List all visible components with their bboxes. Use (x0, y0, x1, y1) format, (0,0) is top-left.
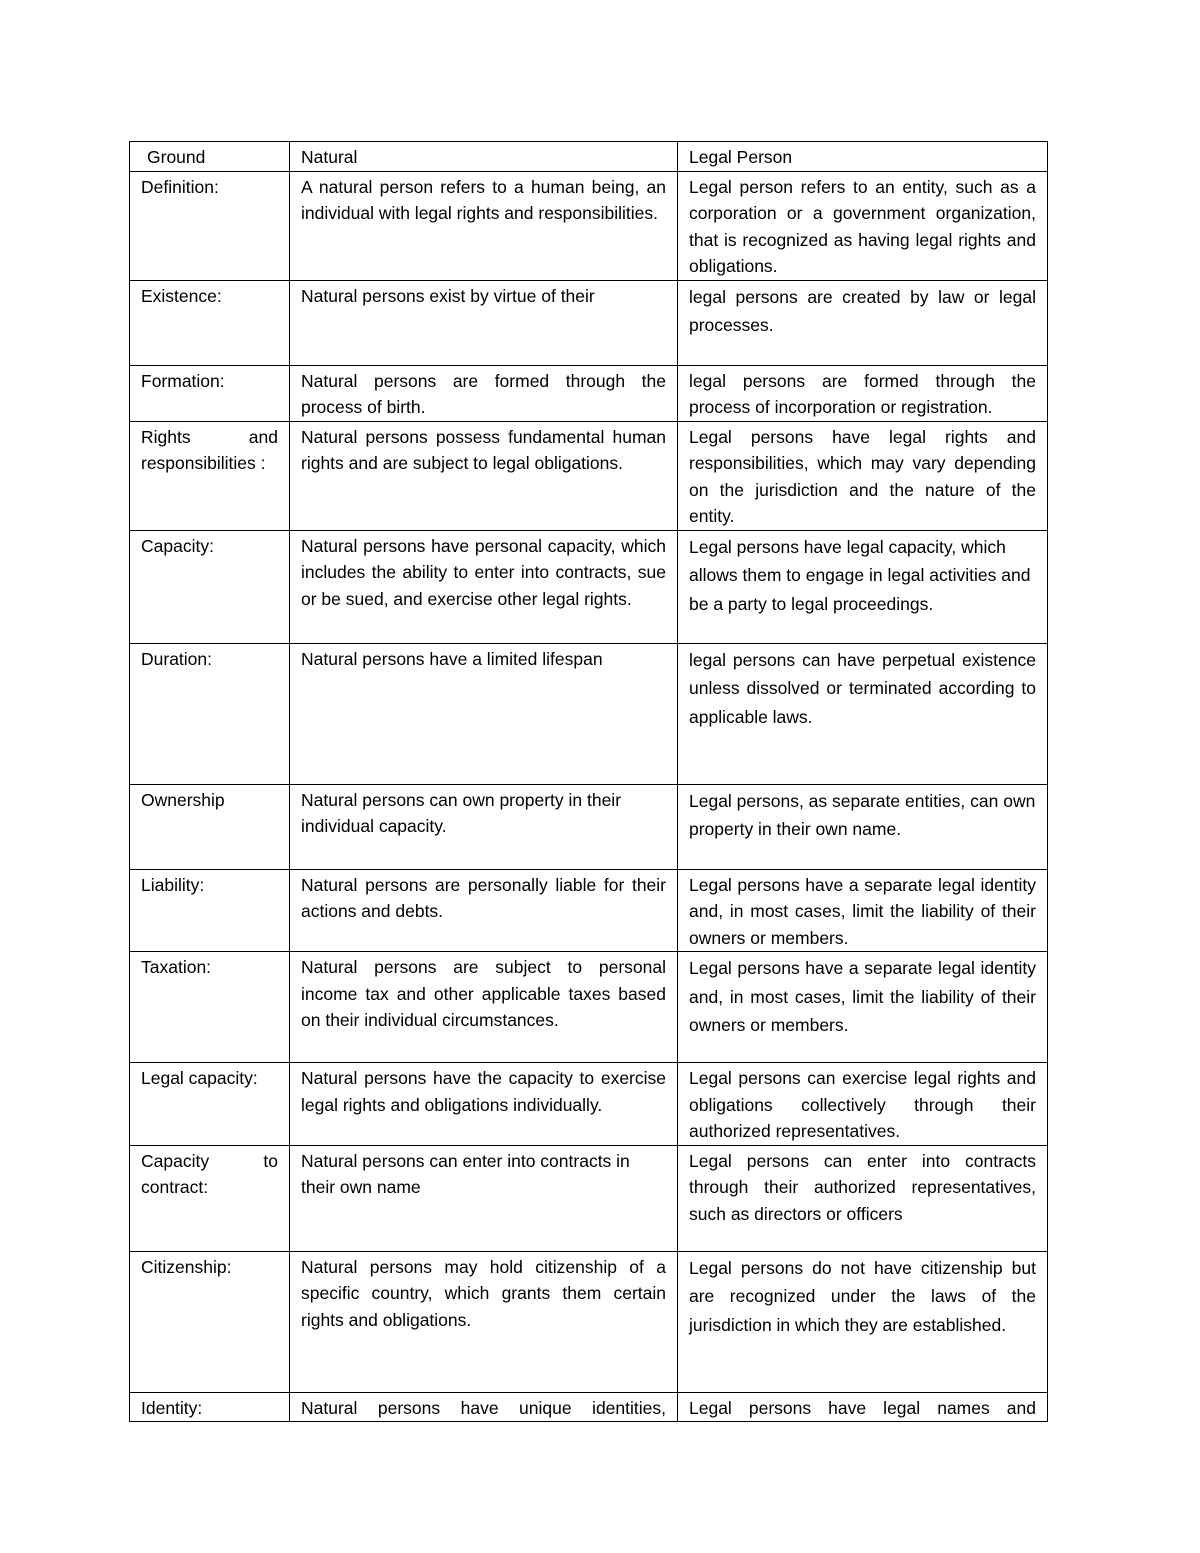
natural-cell: Natural persons are subject to personal income tax and other applicable taxes based on their individual circumstances. (290, 952, 678, 1063)
table-row (130, 784, 1048, 869)
natural-cell: Natural persons possess fundamental human rights and are subject to legal obligations. (290, 421, 678, 530)
ground-cell: Duration: (130, 643, 290, 784)
ground-cell: Capacity to contract: (130, 1145, 290, 1251)
header-legal-person: Legal Person (678, 142, 1048, 172)
table-row (130, 365, 1048, 421)
natural-cell: Natural persons can own property in their individual capacity. (290, 784, 678, 869)
legal-cell: legal persons are formed through the process of incorporation or registration. (678, 365, 1048, 421)
natural-cell: Natural persons have the capacity to exercise legal rights and obligations individually. (290, 1063, 678, 1146)
ground-cell: Legal capacity: (130, 1063, 290, 1146)
natural-cell: Natural persons have unique identities, (290, 1392, 678, 1422)
natural-cell: Natural persons are formed through the process of birth. (290, 365, 678, 421)
legal-cell: Legal persons have legal names and (678, 1392, 1048, 1422)
table-row (130, 1063, 1048, 1146)
table-row (130, 869, 1048, 952)
natural-cell: Natural persons are personally liable for their actions and debts. (290, 869, 678, 952)
ground-cell: Rights and responsibilities : (130, 421, 290, 530)
legal-cell: Legal persons have legal capacity, which allows them to engage in legal activities and be a party to legal proceedings. (678, 530, 1048, 643)
ground-cell: Liability: (130, 869, 290, 952)
natural-cell: Natural persons have a limited lifespan (290, 643, 678, 784)
table-row (130, 1392, 1048, 1422)
legal-cell: Legal persons do not have citizenship but are recognized under the laws of the jurisdiction in which they are established. (678, 1251, 1048, 1392)
legal-cell: Legal persons have a separate legal identity and, in most cases, limit the liability of their owners or members. (678, 869, 1048, 952)
natural-cell: Natural persons have personal capacity, which includes the ability to enter into contracts, sue or be sued, and exercise other legal rights. (290, 530, 678, 643)
ground-cell: Formation: (130, 365, 290, 421)
ground-cell: Ownership (130, 784, 290, 869)
ground-cell: Capacity: (130, 530, 290, 643)
table-row (130, 1251, 1048, 1392)
natural-cell: Natural persons exist by virtue of their (290, 280, 678, 365)
legal-cell: legal persons can have perpetual existence unless dissolved or terminated according to applicable laws. (678, 643, 1048, 784)
legal-cell: Legal persons have legal rights and responsibilities, which may vary depending on the jurisdiction and the nature of the entity. (678, 421, 1048, 530)
table-row (130, 171, 1048, 280)
ground-cell: Taxation: (130, 952, 290, 1063)
ground-cell: Citizenship: (130, 1251, 290, 1392)
header-ground: Ground (130, 142, 290, 172)
legal-cell: Legal persons have a separate legal identity and, in most cases, limit the liability of their owners or members. (678, 952, 1048, 1063)
legal-cell: Legal persons, as separate entities, can own property in their own name. (678, 784, 1048, 869)
table-row (130, 280, 1048, 365)
legal-cell: Legal person refers to an entity, such as a corporation or a government organization, that is recognized as having legal rights and obligations. (678, 171, 1048, 280)
table-row (130, 643, 1048, 784)
natural-cell: Natural persons can enter into contracts in their own name (290, 1145, 678, 1251)
header-natural: Natural (290, 142, 678, 172)
table-header-row (130, 142, 1048, 172)
table-row (130, 1145, 1048, 1251)
table-row (130, 952, 1048, 1063)
natural-cell: A natural person refers to a human being, an individual with legal rights and responsibilities. (290, 171, 678, 280)
ground-cell: Existence: (130, 280, 290, 365)
ground-cell: Identity: (130, 1392, 290, 1422)
table-row (130, 421, 1048, 530)
comparison-table (129, 141, 1048, 1422)
table-row (130, 530, 1048, 643)
legal-cell: Legal persons can enter into contracts through their authorized representatives, such as directors or officers (678, 1145, 1048, 1251)
legal-cell: Legal persons can exercise legal rights and obligations collectively through their authorized representatives. (678, 1063, 1048, 1146)
natural-cell: Natural persons may hold citizenship of a specific country, which grants them certain rights and obligations. (290, 1251, 678, 1392)
ground-cell: Definition: (130, 171, 290, 280)
legal-cell: legal persons are created by law or legal processes. (678, 280, 1048, 365)
